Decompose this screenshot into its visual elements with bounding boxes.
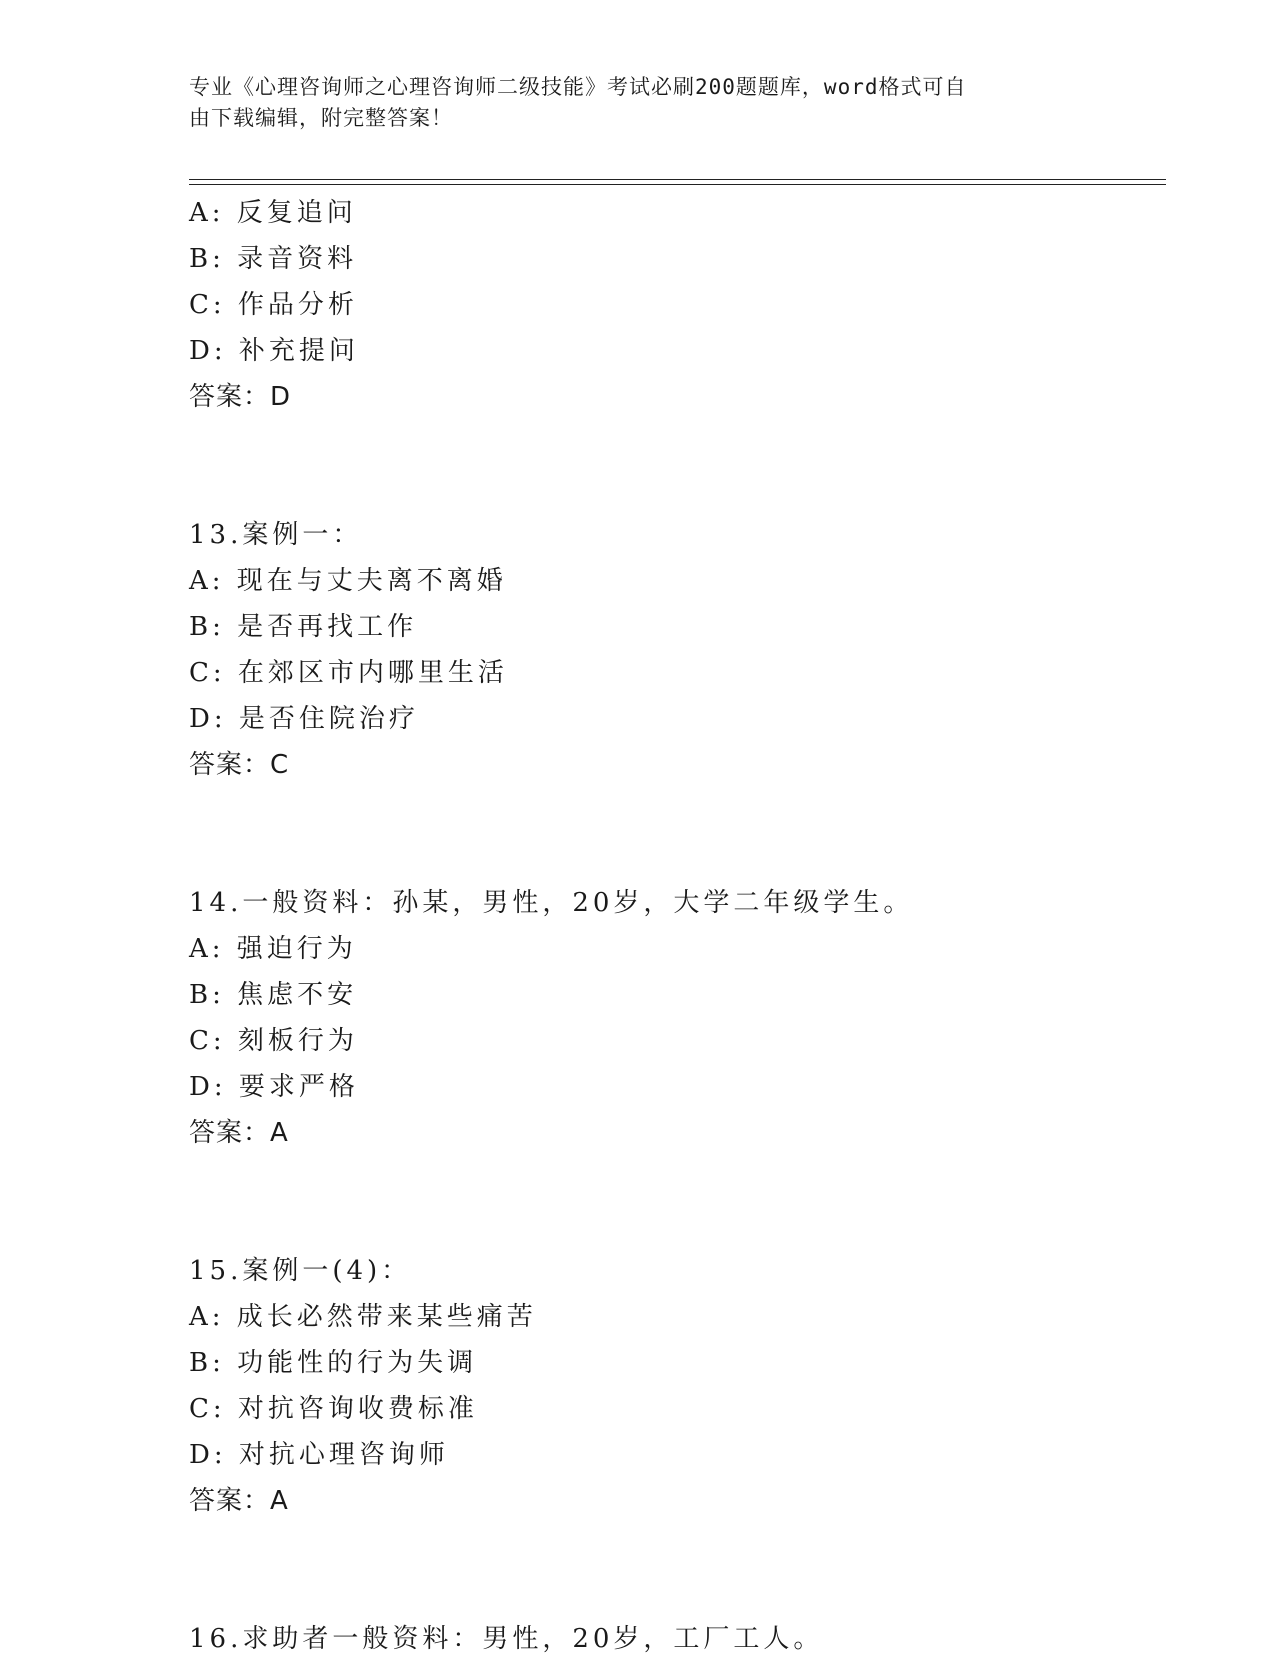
spacer	[189, 1524, 1169, 1616]
option-b: B: 是否再找工作	[189, 612, 418, 642]
answer: 答案：D	[189, 382, 292, 412]
question-stem: 13.案例一：	[189, 520, 363, 550]
question-15	[189, 1248, 1169, 1524]
question-14	[189, 880, 1169, 1156]
question-stem: 15.案例一(4)：	[189, 1256, 412, 1286]
header-line-2: 由下载编辑，附完整答案！	[189, 106, 453, 130]
header-divider-bottom	[189, 184, 1166, 185]
option-a: A: 成长必然带来某些痛苦	[189, 1302, 537, 1332]
answer: 答案：A	[189, 1486, 289, 1516]
option-c: C: 在郊区市内哪里生活	[189, 658, 508, 688]
option-d: D: 要求严格	[189, 1072, 359, 1102]
option-d: D: 是否住院治疗	[189, 704, 419, 734]
question-13	[189, 512, 1169, 788]
option-b: B: 焦虑不安	[189, 980, 358, 1010]
question-stem: 14.一般资料：孙某，男性，20岁，大学二年级学生。	[189, 888, 914, 918]
option-b: B: 功能性的行为失调	[189, 1348, 478, 1378]
spacer	[189, 1156, 1169, 1248]
answer: 答案：A	[189, 1118, 289, 1148]
option-c: C: 作品分析	[189, 290, 358, 320]
option-b: B: 录音资料	[189, 244, 358, 274]
document-header	[189, 72, 1069, 134]
question-stem: 16.求助者一般资料：男性，20岁，工厂工人。	[189, 1624, 824, 1654]
question-12	[189, 190, 1169, 420]
question-list	[189, 190, 1169, 1662]
question-16	[189, 1616, 1169, 1662]
option-a: A: 现在与丈夫离不离婚	[189, 566, 507, 596]
option-c: C: 对抗咨询收费标准	[189, 1394, 478, 1424]
option-a: A: 强迫行为	[189, 934, 357, 964]
option-a: A: 反复追问	[189, 198, 357, 228]
option-d: D: 对抗心理咨询师	[189, 1440, 449, 1470]
header-line-1: 专业《心理咨询师之心理咨询师二级技能》考试必刷200题题库，word格式可自	[189, 75, 967, 99]
spacer	[189, 788, 1169, 880]
option-c: C: 刻板行为	[189, 1026, 358, 1056]
answer: 答案：C	[189, 750, 290, 780]
spacer	[189, 420, 1169, 512]
option-d: D: 补充提问	[189, 336, 359, 366]
header-divider-top	[189, 179, 1166, 180]
